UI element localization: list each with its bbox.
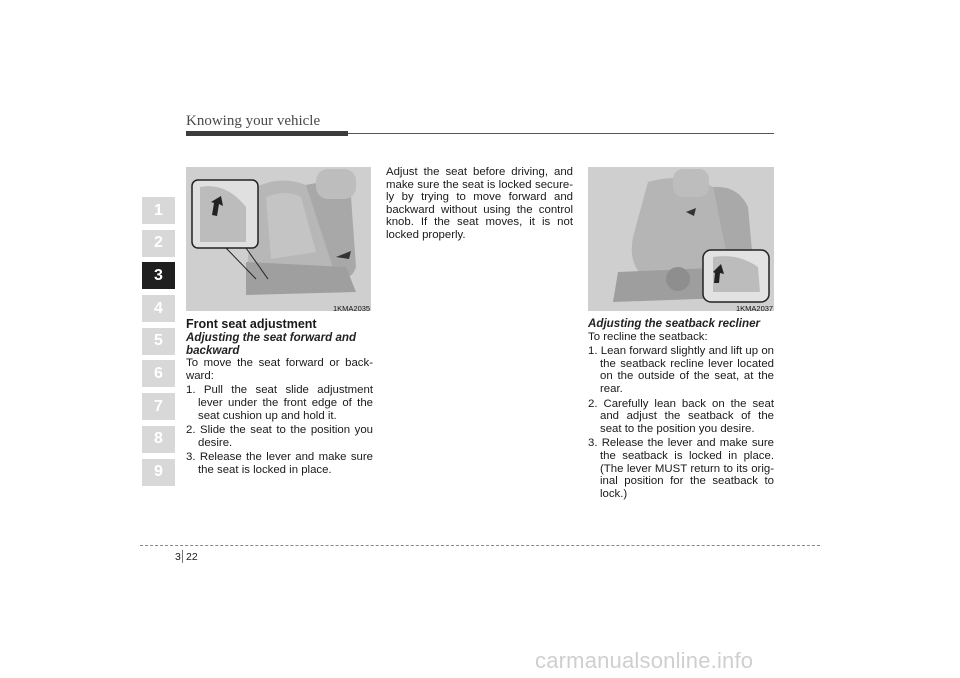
header-bar: [186, 131, 348, 136]
steps-forward-backward: [186, 384, 373, 476]
chapter-tab-2[interactable]: 2: [142, 230, 175, 257]
chapter-tab-8[interactable]: 8: [142, 426, 175, 453]
list-item: 3. Release the lever and make sure the seat is locked in place.: [186, 451, 373, 476]
list-item: 1. Lean forward slightly and lift up on the seatback recline lever located on the outside of the seat, at the rear.: [588, 345, 774, 395]
watermark: carmanualsonline.info: [535, 648, 754, 673]
seatback-recline-figure: [588, 167, 774, 311]
footer-page-number: 22: [186, 551, 198, 563]
steps-recliner: [588, 345, 774, 500]
right-column: [588, 318, 774, 502]
left-column: [186, 317, 373, 479]
seat-slide-figure: [186, 167, 371, 311]
list-item: 2. Carefully lean back on the seat and adjust the seatback of the seat to the position you desire.: [588, 397, 774, 435]
header-rule: [348, 133, 774, 134]
chapter-tab-3[interactable]: 3: [142, 262, 175, 289]
subheading-forward-backward: Adjusting the seat forward and backward: [186, 331, 357, 357]
chapter-tab-1[interactable]: 1: [142, 197, 175, 224]
footer-chapter-number: 3: [175, 551, 181, 563]
middle-column: [386, 166, 573, 242]
section-heading: Front seat adjustment: [186, 317, 317, 331]
list-item: 2. Slide the seat to the position you desire.: [186, 424, 373, 449]
seatback-recline-lever-photo-icon: [588, 167, 774, 311]
chapter-tab-5[interactable]: 5: [142, 328, 175, 355]
seat-slide-lever-photo-icon: [186, 167, 371, 311]
intro-forward-backward: To move the seat forward or back-ward:: [186, 357, 373, 382]
list-item: 3. Release the lever and make sure the seatback is locked in place. (The lever MUST return to its orig-inal position for the seatback to lock.): [588, 437, 774, 500]
figure-code-left: 1KMA2035: [333, 304, 371, 313]
chapter-tab-7[interactable]: 7: [142, 393, 175, 420]
list-item: 1. Pull the seat slide adjustment lever under the front edge of the seat cushion up and hold it.: [186, 384, 373, 422]
header-section-title: Knowing your vehicle: [186, 113, 321, 129]
footer-rule: [140, 545, 820, 546]
chapter-tab-4[interactable]: 4: [142, 295, 175, 322]
subheading-recliner: Adjusting the seatback recliner: [588, 317, 761, 330]
chapter-tab-9[interactable]: 9: [142, 459, 175, 486]
chapter-tab-6[interactable]: 6: [142, 360, 175, 387]
lock-check-paragraph: Adjust the seat before driving, and make sure the seat is locked secure-ly by trying to move forward and backward without using the control knob. If the seat moves, it is not locked properly.: [386, 166, 573, 241]
footer-separator: [182, 550, 183, 563]
figure-code-right: 1KMA2037: [736, 304, 774, 313]
intro-recliner: To recline the seatback:: [588, 330, 708, 343]
chapter-tabs: [142, 197, 175, 491]
